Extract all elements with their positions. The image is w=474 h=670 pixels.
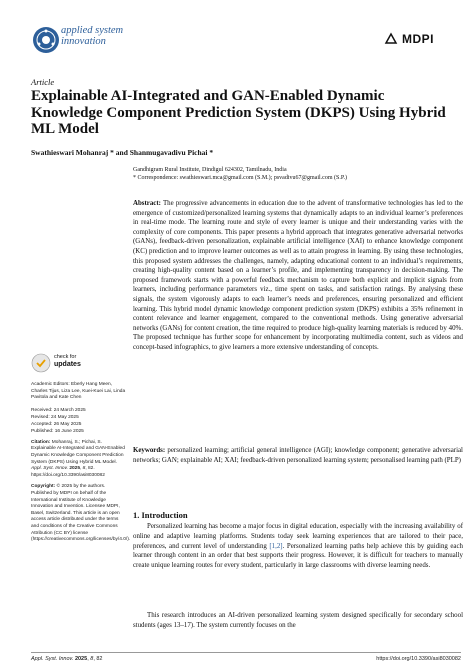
journal-name-line1: applied system [61, 25, 124, 36]
abstract-label: Abstract: [133, 200, 161, 207]
published-label: Published: [31, 428, 54, 434]
footer-doi-link[interactable]: https://doi.org/10.3390/asi8030082 [376, 656, 461, 662]
citation: Citation: Mohanraj, S.; Pichai, S. Explainable AI-Integrated and GAN-Enabled Dynamic Knowledge Component Prediction System (DKPS) Using Hybrid ML Model. Appl. Syst. Innov. 2025, 8, 82. https://doi.org/10.3390/asi8030082 [31, 439, 125, 478]
section-heading-introduction: 1. Introduction [133, 510, 188, 520]
check-for-updates-button[interactable] [31, 352, 101, 374]
copyright [31, 484, 131, 543]
keywords [133, 446, 463, 465]
citation-label: Citation: [31, 439, 51, 445]
journal-logo-icon [31, 25, 61, 55]
footer-page: 82 [96, 656, 103, 662]
academic-editors-label: Academic Editors: [31, 382, 70, 387]
keywords-label: Keywords: [133, 447, 166, 454]
citation-doi-link[interactable]: https://doi.org/10.3390/asi8030082 [31, 472, 105, 478]
check-updates-icon [31, 353, 51, 373]
revised-date: 24 May 2025 [51, 414, 79, 420]
published-date: 16 June 2025 [54, 428, 84, 434]
abstract-text: The progressive advancements in education due to the advent of transformative technologies has led to the emergence of customized/personalized learning systems that dynamically adapts to an individual learner’s preferences in real-time mode. The learning route and style of every learner is unique and their understanding varies with the complexity of core components. This paper presents a hybrid approach that integrates generative adversarial networks (GANs), feedback-driven personalization, explainable artificial intelligence (XAI) to enhance knowledge component (KC) prediction and to improve learner outcomes as well as to attain progress in learning. By using these technologies, this proposed system addresses the challenges, namely, adapting educational content to an individual’s requirements, creating high-quality content based on a learner’s profile, and implementing transparency in decision-making. The proposed framework starts with a powerful feedback mechanism to capture both explicit and implicit signals from learners, including performance parameters viz., time spent on tasks, and satisfaction ratings. By analysing these signals, the system vigorously adapts to each learner’s needs and preferences, ensuring personalized and efficient learning. This hybrid model dynamic knowledge component prediction system (DKPS) exhibits a 35% refinement in content relevance and learner engagement, compared to the conventional methods. Using generative adversarial networks (GANs) for content creation, the time required to produce high-quality learning materials is reduced by 40%. The proposed technique has further scope for enhancement by incorporating multimedia content, such as videos and concept-based infographics, to give learners a more extensive understanding of concepts. [133, 200, 463, 351]
footer-year: 2025 [74, 656, 88, 662]
check-updates-line1: check for [54, 354, 77, 360]
introduction-paragraph-2: This research introduces an AI-driven personalized learning system designed specifically for secondary school students (ages 13–17). The system currently focuses on the [133, 612, 463, 629]
received-date: 24 March 2025 [53, 407, 86, 413]
footer-citation: Appl. Syst. Innov. 2025, 8, 82 [31, 656, 103, 662]
copyright-text: © 2025 by the authors. Published by MDPI on behalf of the International Institute of Knowledge Innovation and Invention. Licensee MDPI, Basel, Switzerland. This article is an open access article distributed under the terms and conditions of the Creative Commons Attribution (CC BY) license (https://creativecommons.org/licenses/by/4.0/). [31, 484, 131, 543]
reference-link[interactable]: [1,2] [269, 542, 283, 550]
dates [31, 407, 126, 435]
accepted-label: Accepted: [31, 421, 53, 427]
citation-page: 82 [88, 466, 94, 472]
article-type: Article [31, 77, 55, 87]
intro-p1-text-a: Personalized learning has become a major focus in digital education, especially with the increasing availability of online and adaptive learning platforms. Students today seek learning experiences that are tailored to their pace, preferences, and current level of understanding [133, 523, 463, 550]
mdpi-logo-icon [384, 32, 398, 46]
article-authors[interactable]: Swathieswari Mohanraj * and Shanmugavadivu Pichai * [31, 148, 214, 157]
academic-editors-names: Eberly Hang Meen, Charles Tijus, Liza Lee, Kuei-Kuei Lai, Linda Pavitola and Kate Chen [31, 382, 126, 401]
journal-name [61, 25, 201, 47]
introduction-paragraph-1 [133, 522, 463, 571]
accepted-date: 26 May 2025 [53, 421, 82, 427]
footer-journal: Appl. Syst. Innov. [31, 656, 74, 662]
citation-text: Mohanraj, S.; Pichai, S. Explainable AI-Integrated and GAN-Enabled Dynamic Knowledge Component Prediction System (DKPS) Using Hybrid ML Model. [31, 439, 125, 465]
citation-journal: Appl. Syst. Innov. [31, 466, 68, 472]
article-sidebar [31, 382, 131, 549]
abstract [133, 199, 463, 353]
publisher-logo[interactable] [384, 30, 444, 48]
academic-editors [31, 382, 126, 402]
affiliation-block [133, 166, 463, 182]
affiliation: Gandhigram Rural Institute, Dindigul 624302, Tamilnadu, India [133, 167, 287, 173]
revised-label: Revised: [31, 414, 50, 420]
journal-name-line2: innovation [61, 36, 106, 47]
page-footer [31, 652, 461, 662]
keywords-text: personalized learning; artificial general intelligence (AGI); knowledge component; generative adversarial networks; GAN; explainable AI; XAI; feedback-driven personalized learning system; personalised learning path (PLP) [133, 447, 463, 464]
article-title: Explainable AI-Integrated and GAN-Enabled Dynamic Knowledge Component Prediction System (DKPS) Using Hybrid ML Model [31, 88, 446, 137]
intro-p1-text-b: . Personalized learning paths help achieve this by guiding each learner through content in an order that best supports their progress. However, it is difficult for teachers to manually create unique learning routes for every student, particularly in large classrooms with diverse learning needs. [133, 542, 463, 570]
received-label: Received: [31, 407, 53, 413]
copyright-label: Copyright: [31, 484, 56, 490]
citation-volume: 8 [82, 466, 86, 472]
correspondence[interactable]: * Correspondence: swathieswari.mca@gmail.com (S.M.); psvadivu67@gmail.com (S.P.) [133, 175, 348, 181]
citation-year: 2025 [69, 466, 80, 472]
publisher-name: MDPI [402, 32, 434, 46]
footer-volume: 8 [90, 656, 94, 662]
check-updates-line2: updates [54, 361, 81, 368]
